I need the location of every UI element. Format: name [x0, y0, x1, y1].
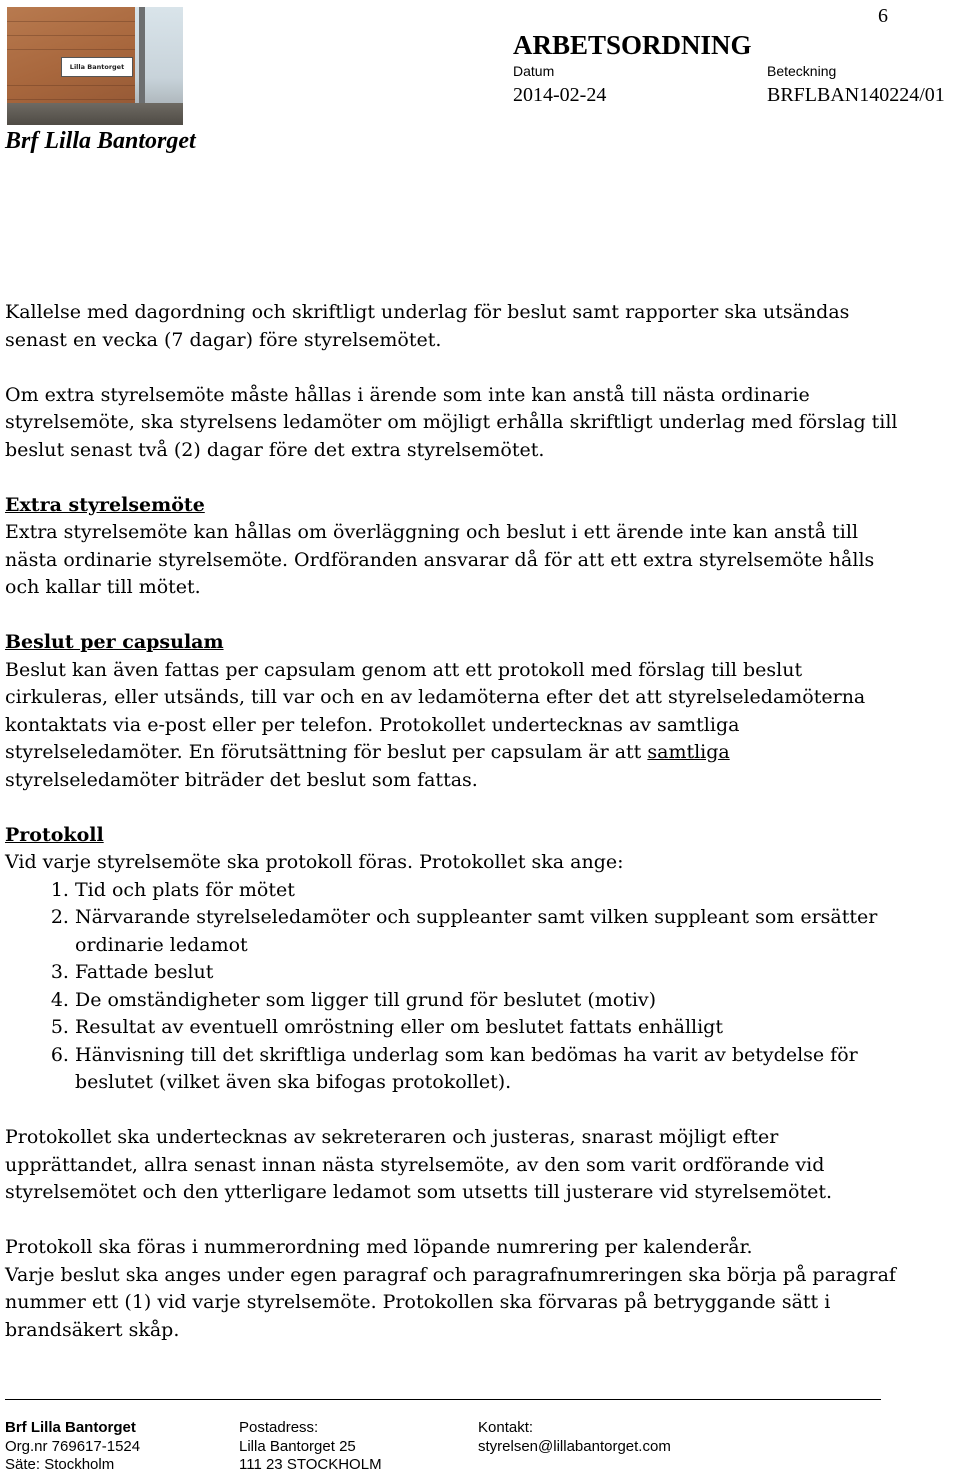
reference-value: BRFLBAN140224/01: [767, 84, 945, 106]
footer-contact-label: Kontakt:: [478, 1419, 534, 1436]
paragraph-protokoll-numbering-line1: Protokoll ska föras i nummerordning med löpande numrering per kalenderår.: [5, 1236, 753, 1258]
footer-postal-address: [239, 1419, 382, 1475]
list-item: 5. Resultat av eventuell omröstning eller om beslutet fattats enhälligt: [75, 1014, 905, 1042]
heading-beslut-per-capsulam: Beslut per capsulam: [5, 631, 224, 653]
organization-name: Brf Lilla Bantorget: [5, 128, 196, 154]
paragraph-extra-styrelsemote: Extra styrelsemöte kan hållas om överläggning och beslut i ett ärende inte kan anstå till nästa ordinarie styrelsemöte. Ordföranden ansvarar då för att ett extra styrelsemöte hålls och kallar till mötet.: [5, 521, 875, 598]
footer-org-number: Org.nr 769617-1524: [5, 1437, 141, 1455]
paragraph-kallelse: Kallelse med dagordning och skriftligt underlag för beslut samt rapporter ska utsändas senast en vecka (7 dagar) före styrelsemötet.: [5, 301, 850, 351]
list-item: 2. Närvarande styrelseledamöter och suppleanter samt vilken suppleant som ersätter ordinarie ledamot: [75, 904, 905, 959]
footer-seat: Säte: Stockholm: [5, 1456, 115, 1473]
protokoll-requirements-list: [5, 877, 905, 1097]
footer-divider: [5, 1399, 881, 1400]
paragraph-extra-underlag: Om extra styrelsemöte måste hållas i ärende som inte kan anstå till nästa ordinarie styrelsemöte, ska styrelsens ledamöter om möjligt erhålla skriftligt underlag med förslag till beslut senast två (2) dagar före det extra styrelsemötet.: [5, 383, 898, 461]
footer-contact: [478, 1419, 671, 1456]
building-photo-logo: [7, 7, 183, 125]
list-item: 3. Fattade beslut: [75, 959, 905, 987]
date-value: 2014-02-24: [513, 84, 607, 106]
footer-postal-label: Postadress:: [239, 1419, 319, 1436]
document-title: ARBETSORDNING: [513, 30, 752, 60]
list-item: 4. De omständigheter som ligger till grund för beslutet (motiv): [75, 987, 905, 1015]
date-label: Datum: [513, 63, 555, 79]
list-item: 6. Hänvisning till det skriftliga underlag som kan bedömas ha varit av betydelse för beslutet (vilket även ska bifogas protokollet).: [75, 1042, 905, 1097]
paragraph-protokoll-signing: Protokollet ska undertecknas av sekreteraren och justeras, snarast möjligt efter upprättandet, allra senast innan nästa styrelsemöte, av den som varit ordförande vid styrelsemötet och den ytterligare ledamot som utsetts till justerare vid styrelsemötet.: [5, 1126, 833, 1203]
footer-street: Lilla Bantorget 25: [239, 1437, 356, 1455]
paragraph-protokoll-numbering-line2: Varje beslut ska anges under egen paragraf och paragrafnumreringen ska börja på paragraf nummer ett (1) vid varje styrelsemöte. Protokollen ska förvaras på betryggande sätt i brandsäkert skåp.: [5, 1263, 896, 1341]
paragraph-protokoll-intro: Vid varje styrelsemöte ska protokoll föras. Protokollet ska ange:: [5, 851, 624, 873]
underlined-samtliga: samtliga: [647, 741, 730, 763]
footer-organization: [5, 1419, 140, 1475]
page-number: 6: [878, 5, 888, 27]
paragraph-beslut-per-capsulam: Beslut kan även fattas per capsulam genom att ett protokoll med förslag till beslut cirkuleras, eller utsänds, till var och en av ledamöterna efter det att styrelseledamöterna kontaktats via e-post eller per telefon. Protokollet undertecknas av samtliga styrelseledamöter. En förutsättning för beslut per capsulam är att samtliga styrelseledamöter biträder det beslut som fattas.: [5, 658, 866, 791]
list-item: 1. Tid och plats för mötet: [75, 877, 905, 905]
street-sign: Lilla Bantorget: [61, 57, 133, 77]
footer-city: 111 23 STOCKHOLM: [239, 1456, 382, 1473]
heading-protokoll: Protokoll: [5, 823, 104, 846]
footer-email-link[interactable]: styrelsen@lillabantorget.com: [478, 1437, 671, 1455]
document-body: [5, 299, 905, 1344]
heading-extra-styrelsemote: Extra styrelsemöte: [5, 493, 205, 516]
reference-label: Beteckning: [767, 63, 837, 79]
footer-org-name: Brf Lilla Bantorget: [5, 1419, 136, 1436]
